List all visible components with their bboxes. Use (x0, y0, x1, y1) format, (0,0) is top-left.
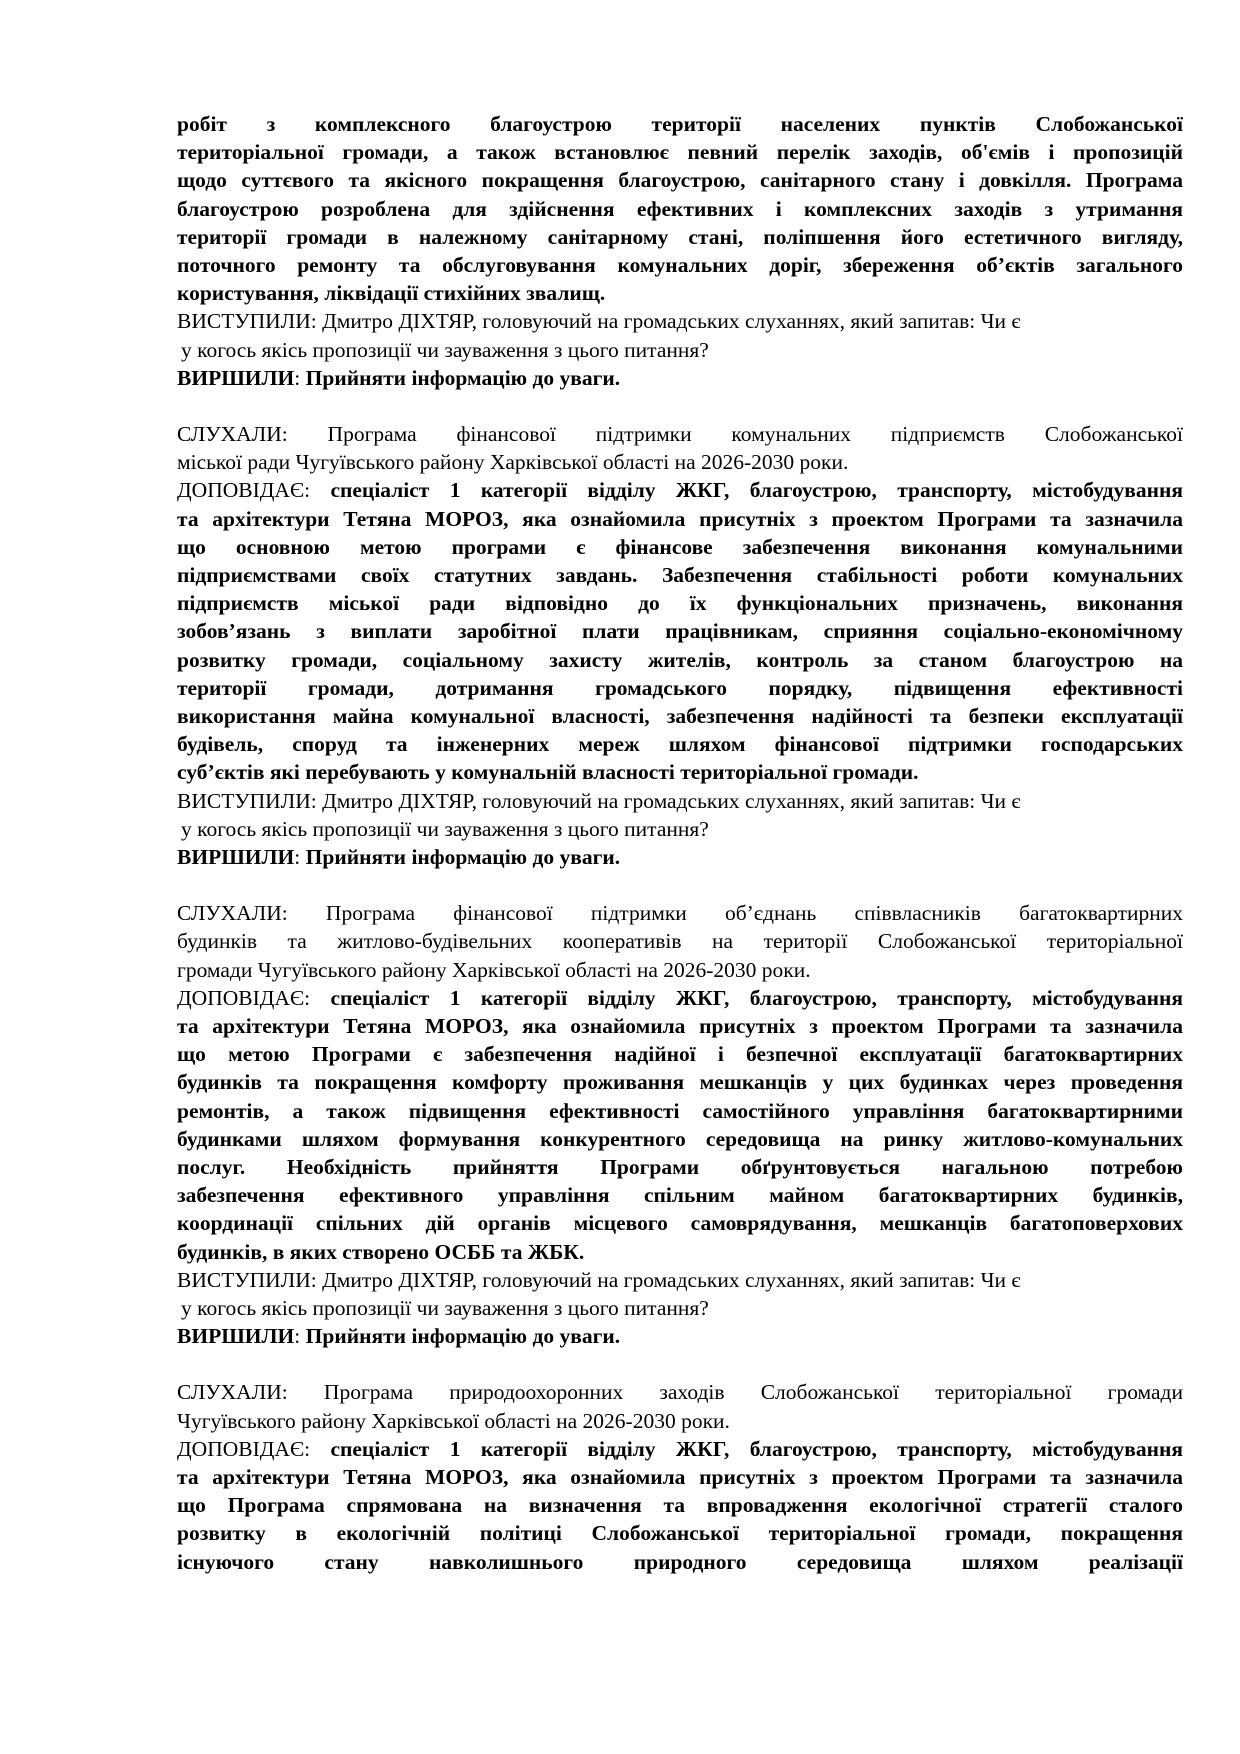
decision-block (177, 843, 1183, 871)
heard-line (177, 420, 1183, 448)
decision-block (177, 364, 1183, 392)
reporter-text: спеціаліст 1 категорії відділу ЖКГ, благоустрою, транспорту, містобудування (310, 985, 1183, 1010)
reporter-line: що метою Програми є забезпечення надійної і безпечної експлуатації багатоквартирних (177, 1042, 1183, 1067)
reporter-line: будинків та покращення комфорту проживання мешканців у цих будинках через проведення (177, 1070, 1183, 1095)
decided-text: Прийняти інформацію до уваги. (300, 365, 621, 390)
spoke-block (177, 787, 1183, 815)
spacer (177, 392, 1183, 420)
heard-text: Програма фінансової підтримки об’єднань співвласників багатоквартирних (287, 901, 1183, 926)
reporter-line: зобов’язань з виплати заробітної плати працівникам, сприяння соціально-економічному (177, 619, 1183, 644)
decided-text: Прийняти інформацію до уваги. (300, 844, 621, 869)
reporter-line: та архітектури Тетяна МОРОЗ, яка ознайомила присутніх з проектом Програми та зазначила (177, 1014, 1183, 1038)
reporter-line: суб’єктів які перебувають у комунальній власності територіальної громади. (177, 760, 919, 785)
reporter-label: ДОПОВІДАЄ: (177, 985, 311, 1010)
decided-text: Прийняти інформацію до уваги. (300, 1324, 621, 1349)
reporter-line: послуг. Необхідність прийняття Програми обґрунтовується нагальною потребою (177, 1154, 1183, 1179)
text-line: території громади в належному санітарному стані, поліпшення його естетичного вигляду, (177, 224, 1183, 249)
heard-label: СЛУХАЛИ: (177, 1380, 288, 1405)
reporter-label: ДОПОВІДАЄ: (177, 1436, 311, 1461)
heard-line: будинків та житлово-будівельних кооперативів на території Слобожанської територіальної (177, 929, 1183, 954)
heard-line: міської ради Чугуївського району Харківської області на 2026-2030 роки. (177, 450, 849, 475)
reporter-line: підприємствами своїх статутних завдань. Забезпечення стабільності роботи комунальних (177, 563, 1183, 587)
text-line: територіальної громади, а також встановлює певний перелік заходів, об'ємів і пропозицій (177, 140, 1183, 165)
reporter-line: території громади, дотримання громадського порядку, підвищення ефективності (177, 675, 1183, 700)
decided-colon: : (294, 844, 301, 869)
text-line: користування, ліквідації стихійних звалищ. (177, 281, 606, 306)
section-financial-support-utilities (177, 420, 1183, 871)
section-environmental-program (177, 1378, 1183, 1575)
section-financial-support-osbb (177, 899, 1183, 1350)
reporter-line: розвитку в екологічній політиці Слобожанської територіальної громади, покращення (177, 1521, 1183, 1546)
heard-line: Чугуївського району Харківської області на 2026-2030 роки. (177, 1408, 730, 1433)
heard-label: СЛУХАЛИ: (177, 901, 288, 926)
spoke-text-line2: у когось якісь пропозиції чи зауваження з цього питання? (181, 337, 709, 362)
spoke-text-line2: у когось якісь пропозиції чи зауваження з цього питання? (181, 1295, 709, 1320)
text-line: щодо суттєвого та якісного покращення благоустрою, санітарного стану і довкілля. Програма (177, 168, 1183, 193)
spoke-text: Дмитро ДІХТЯР, головуючий на громадських слуханнях, який запитав: Чи є (316, 309, 1021, 334)
spoke-label: ВИСТУПИЛИ: (177, 788, 317, 813)
reporter-line: ремонтів, а також підвищення ефективності самостійного управління багатоквартирними (177, 1098, 1183, 1123)
reporter-line (177, 984, 1183, 1012)
document-page (177, 110, 1183, 1576)
decided-colon: : (294, 365, 301, 390)
heard-line (177, 899, 1183, 927)
spacer (177, 1350, 1183, 1378)
spoke-block (177, 307, 1183, 335)
reporter-line: що Програма спрямована на визначення та впровадження екологічної стратегії сталого (177, 1493, 1183, 1518)
spoke-text: Дмитро ДІХТЯР, головуючий на громадських слуханнях, який запитав: Чи є (316, 788, 1021, 813)
spoke-label: ВИСТУПИЛИ: (177, 309, 317, 334)
heard-text: Програма природоохоронних заходів Слобожанської територіальної громади (287, 1380, 1183, 1405)
spoke-block (177, 1266, 1183, 1294)
heard-text: Програма фінансової підтримки комунальних підприємств Слобожанської (287, 422, 1183, 447)
reporter-line: будинками шляхом формування конкурентного середовища на ринку житлово-комунальних (177, 1126, 1183, 1151)
text-line: поточного ремонту та обслуговування комунальних доріг, збереження об’єктів загального (177, 252, 1183, 277)
continuation-paragraph (177, 110, 1183, 307)
reporter-line: розвитку громади, соціальному захисту жителів, контроль за станом благоустрою на (177, 647, 1183, 672)
reporter-text: спеціаліст 1 категорії відділу ЖКГ, благоустрою, транспорту, містобудування (310, 1436, 1183, 1461)
decision-block (177, 1322, 1183, 1350)
reporter-text: спеціаліст 1 категорії відділу ЖКГ, благоустрою, транспорту, містобудування (310, 478, 1183, 503)
decided-colon: : (294, 1324, 301, 1349)
reporter-line: що основною метою програми є фінансове забезпечення виконання комунальними (177, 534, 1183, 559)
text-line: робіт з комплексного благоустрою території населених пунктів Слобожанської (177, 112, 1183, 136)
spoke-text-line2: у когось якісь пропозиції чи зауваження з цього питання? (181, 816, 709, 841)
spacer (177, 871, 1183, 899)
reporter-line (177, 476, 1183, 504)
reporter-line: забезпечення ефективного управління спільним майном багатоквартирних будинків, (177, 1183, 1183, 1208)
reporter-line: координації спільних дій органів місцевого самоврядування, мешканців багатоповерхових (177, 1211, 1183, 1236)
reporter-line: підприємств міської ради відповідно до їх функціональних призначень, виконання (177, 591, 1183, 616)
reporter-line: та архітектури Тетяна МОРОЗ, яка ознайомила присутніх з проектом Програми та зазначила (177, 1465, 1183, 1489)
text-line: благоустрою розроблена для здійснення ефективних і комплексних заходів з утримання (177, 196, 1183, 221)
spoke-label: ВИСТУПИЛИ: (177, 1267, 317, 1292)
reporter-line (177, 1435, 1183, 1463)
reporter-line: використання майна комунальної власності, забезпечення надійності та безпеки експлуатації (177, 703, 1183, 728)
heard-label: СЛУХАЛИ: (177, 422, 288, 447)
reporter-line: будівель, споруд та інженерних мереж шляхом фінансової підтримки господарських (177, 732, 1183, 757)
decided-label: ВИРШИЛИ (177, 365, 295, 390)
spoke-text: Дмитро ДІХТЯР, головуючий на громадських слуханнях, який запитав: Чи є (316, 1267, 1021, 1292)
reporter-label: ДОПОВІДАЄ: (177, 478, 311, 503)
heard-line (177, 1378, 1183, 1406)
decided-label: ВИРШИЛИ (177, 844, 295, 869)
decided-label: ВИРШИЛИ (177, 1324, 295, 1349)
reporter-line: існуючого стану навколишнього природного середовища шляхом реалізації (177, 1549, 1183, 1574)
reporter-line: та архітектури Тетяна МОРОЗ, яка ознайомила присутніх з проектом Програми та зазначила (177, 506, 1183, 531)
reporter-line: будинків, в яких створено ОСББ та ЖБК. (177, 1239, 585, 1264)
heard-line: громади Чугуївського району Харківської області на 2026-2030 роки. (177, 957, 811, 982)
